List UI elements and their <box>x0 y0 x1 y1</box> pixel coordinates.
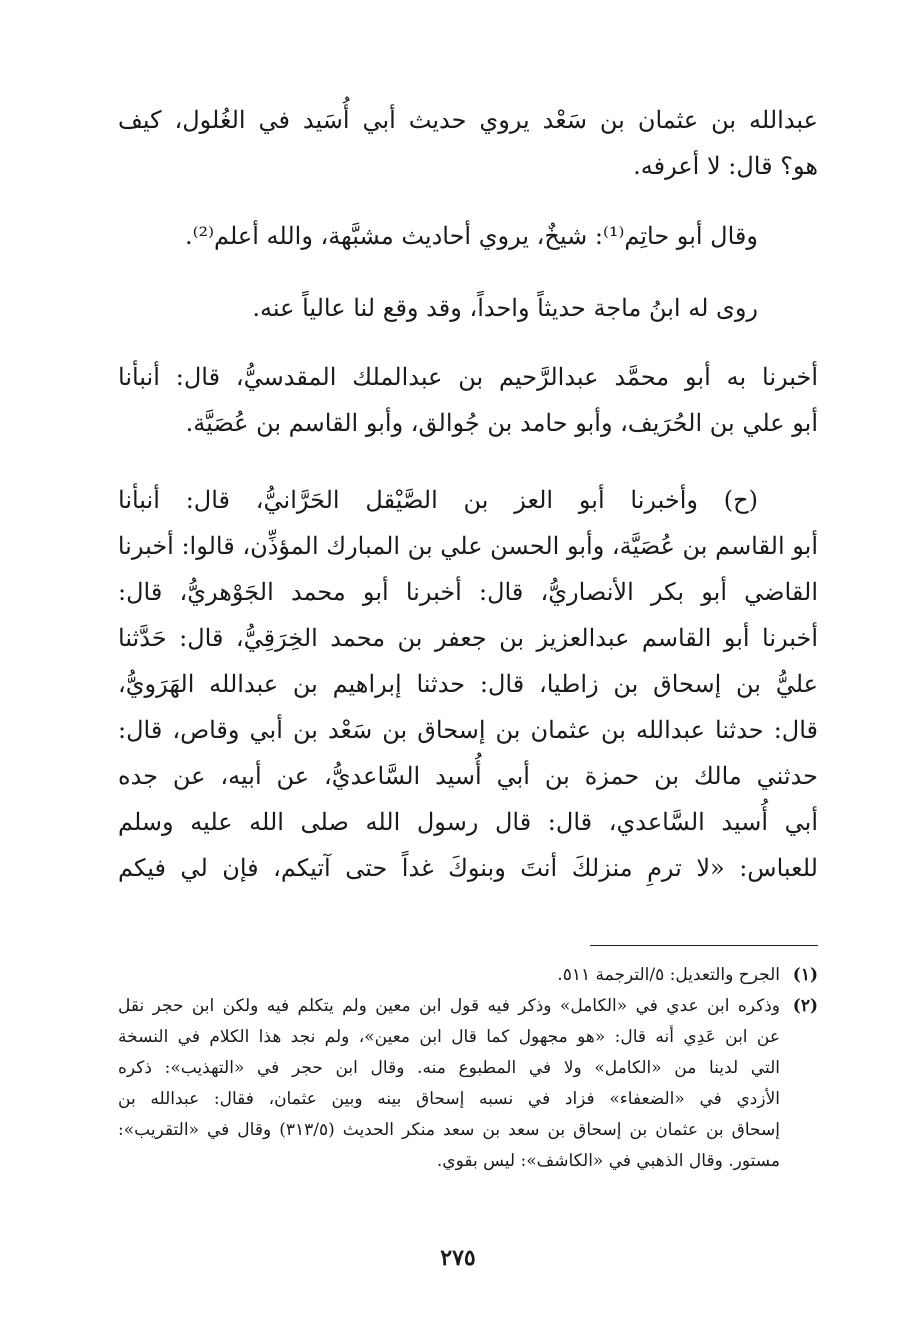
text-line: روى له ابنُ ماجة حديثاً واحداً، وقد وقع لنا عالياً عنه. <box>252 294 758 322</box>
main-text <box>118 97 818 189</box>
text-line: أبو القاسم بن عُصَيَّة، وأبو الحسن علي بن المبارك المؤذِّن، قالوا: أخبرنا <box>117 532 818 560</box>
footnote-1 <box>118 960 818 991</box>
footnote-text: الجرح والتعديل: ٥/الترجمة ٥١١. <box>557 965 780 985</box>
text-line: للعباس: «لا ترمِ منزلكَ أنتَ وبنوكَ غداً حتى آتيكم، فإن لي فيكم <box>118 854 818 882</box>
main-text-paragraph-5 <box>118 477 818 891</box>
text-line: أبي أُسيد السَّاعدي، قال: قال رسول الله صلى الله عليه وسلم <box>118 808 818 836</box>
footnote-number: (٢) <box>792 996 818 1016</box>
footnote-line <box>118 960 818 991</box>
page-number: ٢٧٥ <box>440 1245 476 1271</box>
footnote-number: (١) <box>792 965 818 985</box>
footnote-line: إسحاق بن عثمان بن إسحاق بن سعد بن سعد منكر الحديث (٣١٣/٥) وقال في «التقريب»: <box>118 1120 780 1140</box>
footnote-line <box>118 991 818 1022</box>
text-line: وقال أبو حاتِم⁽¹⁾: شيخٌ، يروي أحاديث مشبَّهة، والله أعلم⁽²⁾. <box>184 222 758 250</box>
footnote-line: التي لدينا من «الكامل» ولا في المطبوع منه. وقال ابن حجر في «التهذيب»: ذكره <box>118 1058 780 1078</box>
text-line: أبو علي بن الحُرَيف، وأبو حامد بن جُوالق، وأبو القاسم بن عُصَيَّة. <box>185 409 818 437</box>
footnote-line: الأزدي في «الضعفاء» فزاد في نسبه إسحاق بينه وبين عثمان، فقال: عبدالله بن <box>118 1089 780 1109</box>
main-text-paragraph-4 <box>118 354 818 446</box>
footnote-line: عن ابن عَدِي أنه قال: «هو مجهول كما قال ابن معين»، ولم نجد هذا الكلام في النسخة <box>118 1027 780 1047</box>
text-line: (ح) وأخبرنا أبو العز بن الصَّيْقل الحَرَّانيُّ، قال: أنبأنا <box>118 486 758 514</box>
footnote-text: وذكره ابن عدي في «الكامل» وذكر فيه قول ابن معين ولم يتكلم فيه ولكن ابن حجر نقل <box>118 996 780 1016</box>
text-line: عبدالله بن عثمان بن سَعْد يروي حديث أبي أُسَيد في الغُلول، كيف <box>118 106 818 134</box>
footnote-line: مستور. وقال الذهبي في «الكاشف»: ليس بقوي. <box>436 1151 780 1171</box>
main-text-paragraph-3 <box>118 285 818 331</box>
text-line: هو؟ قال: لا أعرفه. <box>633 152 818 180</box>
footnote-separator <box>590 945 818 946</box>
text-line: أخبرنا به أبو محمَّد عبدالرَّحيم بن عبدالملك المقدسيُّ، قال: أنبأنا <box>118 363 818 391</box>
text-line: أخبرنا أبو القاسم عبدالعزيز بن جعفر بن محمد الخِرَقِيُّ، قال: حَدَّثنا <box>118 624 818 652</box>
footnote-2 <box>118 991 818 1177</box>
main-text-paragraph-2 <box>118 213 818 259</box>
footnotes <box>118 960 818 1177</box>
text-line: عليُّ بن إسحاق بن زاطيا، قال: حدثنا إبراهيم بن عبدالله الهَرَويُّ، <box>118 670 818 698</box>
text-line: القاضي أبو بكر الأنصاريُّ، قال: أخبرنا أبو محمد الجَوْهريُّ، قال: <box>118 578 818 606</box>
text-line: قال: حدثنا عبدالله بن عثمان بن إسحاق بن سَعْد بن أبي وقاص، قال: <box>118 716 818 744</box>
text-line: حدثني مالك بن حمزة بن أبي أُسيد السَّاعديُّ، عن أبيه، عن جده <box>118 762 818 790</box>
